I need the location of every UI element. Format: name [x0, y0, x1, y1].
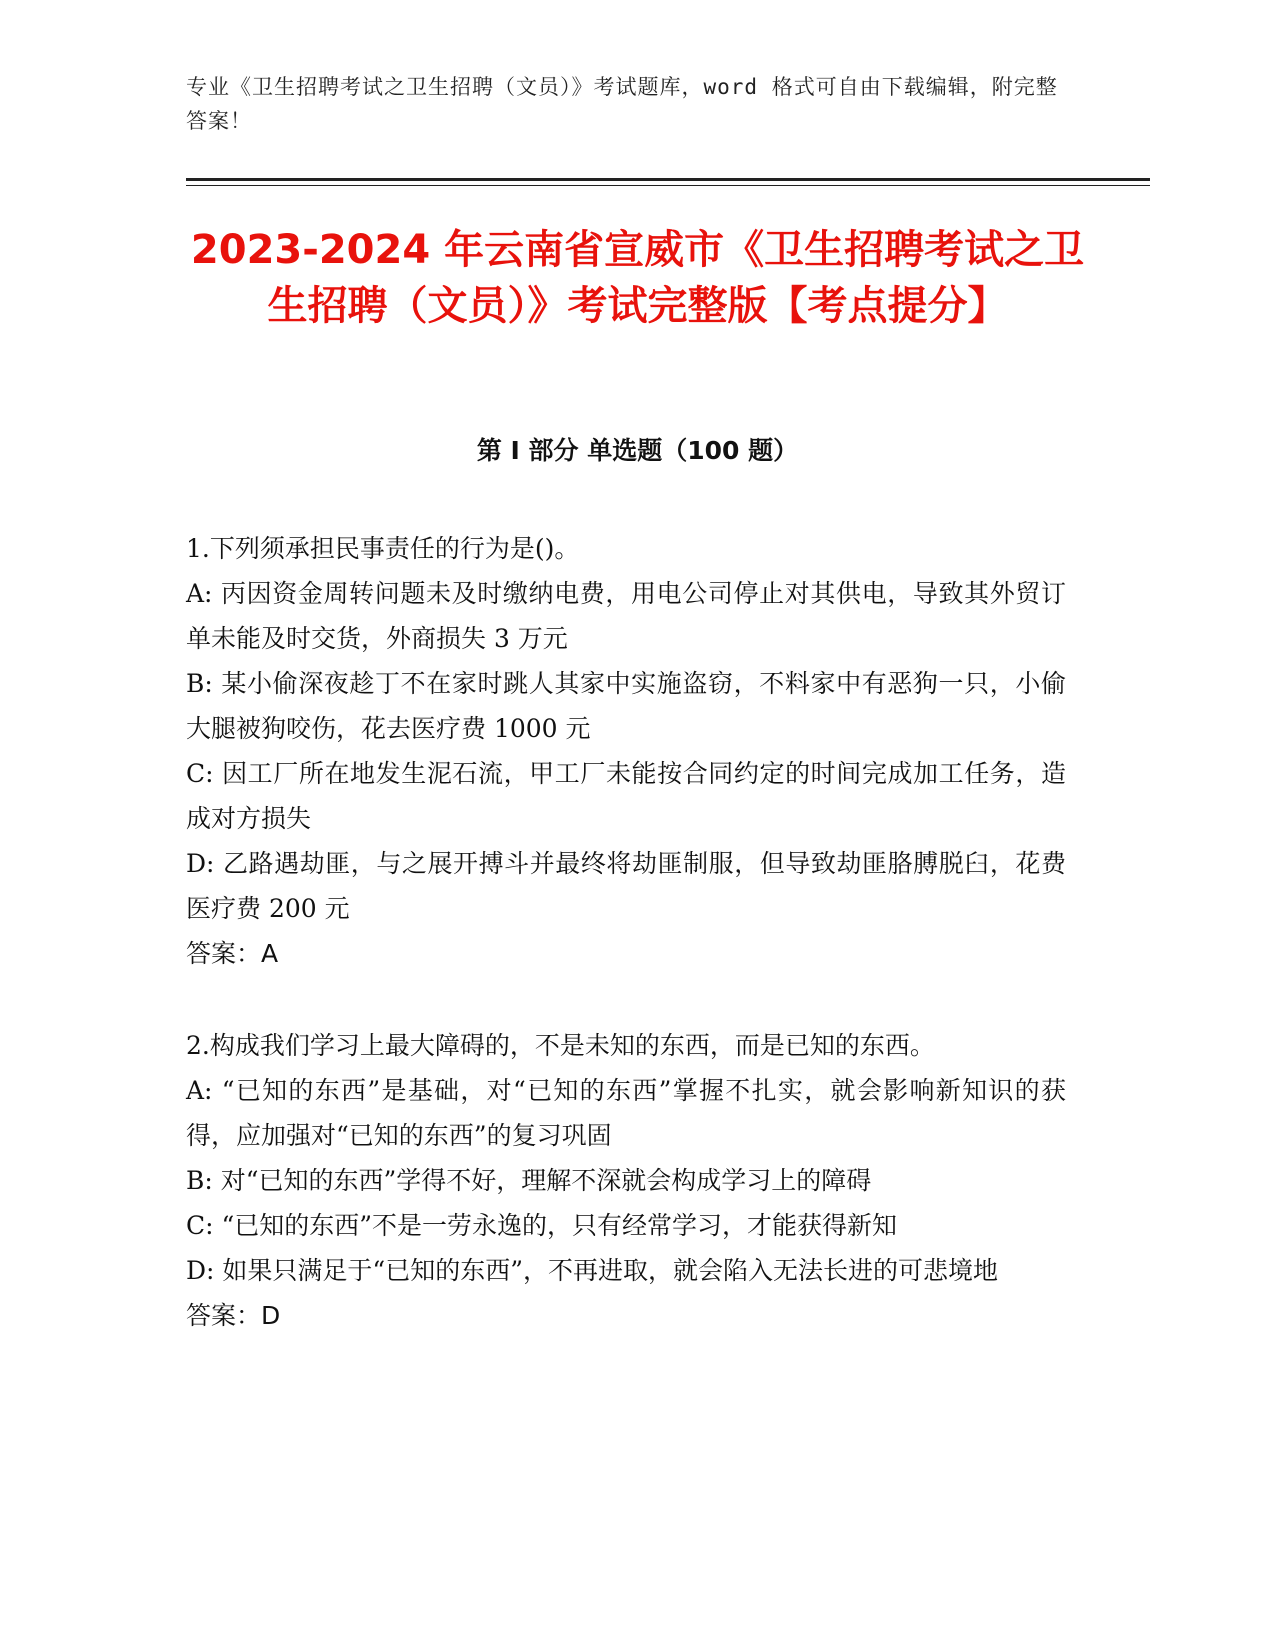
header-note: 专业《卫生招聘考试之卫生招聘（文员）》考试题库，word 格式可自由下载编辑，附完整答案！: [186, 75, 1058, 133]
answer-line: 答案：D: [186, 1301, 281, 1330]
option-c: C: 因工厂所在地发生泥石流，甲工厂未能按合同约定的时间完成加工任务，造成对方损失: [186, 759, 1066, 833]
question-stem: 1.下列须承担民事责任的行为是()。: [186, 534, 580, 563]
option-b: B: 某小偷深夜趁丁不在家时跳人其家中实施盗窃，不料家中有恶狗一只，小偷大腿被狗咬伤，花去医疗费 1000 元: [186, 669, 1066, 743]
section-heading: 第 I 部分 单选题（100 题）: [476, 436, 799, 465]
header-divider-thin: [186, 185, 1150, 186]
option-b: B: 对“已知的东西”学得不好，理解不深就会构成学习上的障碍: [186, 1166, 872, 1195]
header-divider-thick: [186, 178, 1150, 181]
question-block: [186, 1023, 1066, 1338]
answer-line: 答案：A: [186, 939, 279, 968]
question-block: [186, 526, 1066, 976]
option-d: D: 如果只满足于“已知的东西”，不再进取，就会陷入无法长进的可悲境地: [186, 1256, 998, 1285]
option-c: C: “已知的东西”不是一劳永逸的，只有经常学习，才能获得新知: [186, 1211, 898, 1240]
question-stem: 2.构成我们学习上最大障碍的，不是未知的东西，而是已知的东西。: [186, 1031, 935, 1060]
option-d: D: 乙路遇劫匪，与之展开搏斗并最终将劫匪制服，但导致劫匪胳膊脱臼，花费医疗费 200 元: [186, 849, 1066, 923]
option-a: A: 丙因资金周转问题未及时缴纳电费，用电公司停止对其供电，导致其外贸订单未能及时交货，外商损失 3 万元: [186, 579, 1066, 653]
document-title: 2023-2024 年云南省宣威市《卫生招聘考试之卫生招聘（文员）》考试完整版【考点提分】: [190, 227, 1085, 329]
option-a: A: “已知的东西”是基础，对“已知的东西”掌握不扎实，就会影响新知识的获得，应加强对“已知的东西”的复习巩固: [186, 1076, 1066, 1150]
